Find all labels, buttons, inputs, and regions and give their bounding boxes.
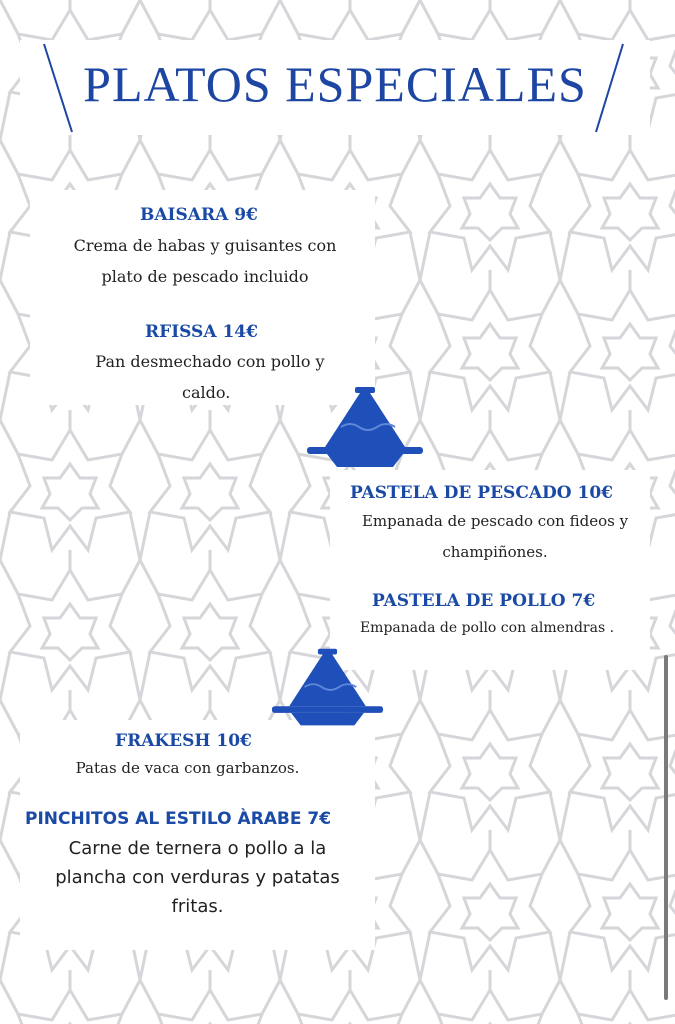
desc-line: Pan desmechado con pollo y xyxy=(95,352,325,371)
dish-desc-pastela-pescado xyxy=(345,506,645,568)
dish-name-rfissa: RFISSA 14€ xyxy=(145,322,258,342)
scrollbar[interactable] xyxy=(664,655,668,1000)
dish-desc-frakesh xyxy=(40,753,335,784)
dish-name-pastela-pescado: PASTELA DE PESCADO 10€ xyxy=(350,483,613,503)
desc-line: champiñones. xyxy=(442,543,548,561)
dish-name-pastela-pollo: PASTELA DE POLLO 7€ xyxy=(372,591,596,611)
dish-desc-pinchitos xyxy=(20,834,375,921)
dish-desc-baisara xyxy=(40,230,370,292)
dish-name-frakesh: FRAKESH 10€ xyxy=(115,731,252,751)
desc-line: Empanada de pollo con almendras . xyxy=(359,620,615,636)
desc-line: Empanada de pescado con fideos y xyxy=(361,512,629,530)
desc-line: plato de pescado incluido xyxy=(101,267,309,286)
desc-line: Patas de vaca con garbanzos. xyxy=(75,759,300,777)
tagine-icon xyxy=(305,387,425,469)
desc-line: caldo. xyxy=(182,383,231,402)
dish-name-pinchitos: PINCHITOS AL ESTILO ÀRABE 7€ xyxy=(25,809,332,829)
desc-line: plancha con verduras y patatas xyxy=(55,867,340,888)
desc-line: Crema de habas y guisantes con xyxy=(73,236,337,255)
desc-line: fritas. xyxy=(171,896,224,917)
tagine-icon xyxy=(270,646,385,730)
desc-line: Carne de ternera o pollo a la xyxy=(68,838,327,859)
dish-desc-pastela-pollo xyxy=(342,613,632,644)
dish-name-baisara: BAISARA 9€ xyxy=(140,205,258,225)
page-title: PLATOS ESPECIALES xyxy=(83,56,587,112)
